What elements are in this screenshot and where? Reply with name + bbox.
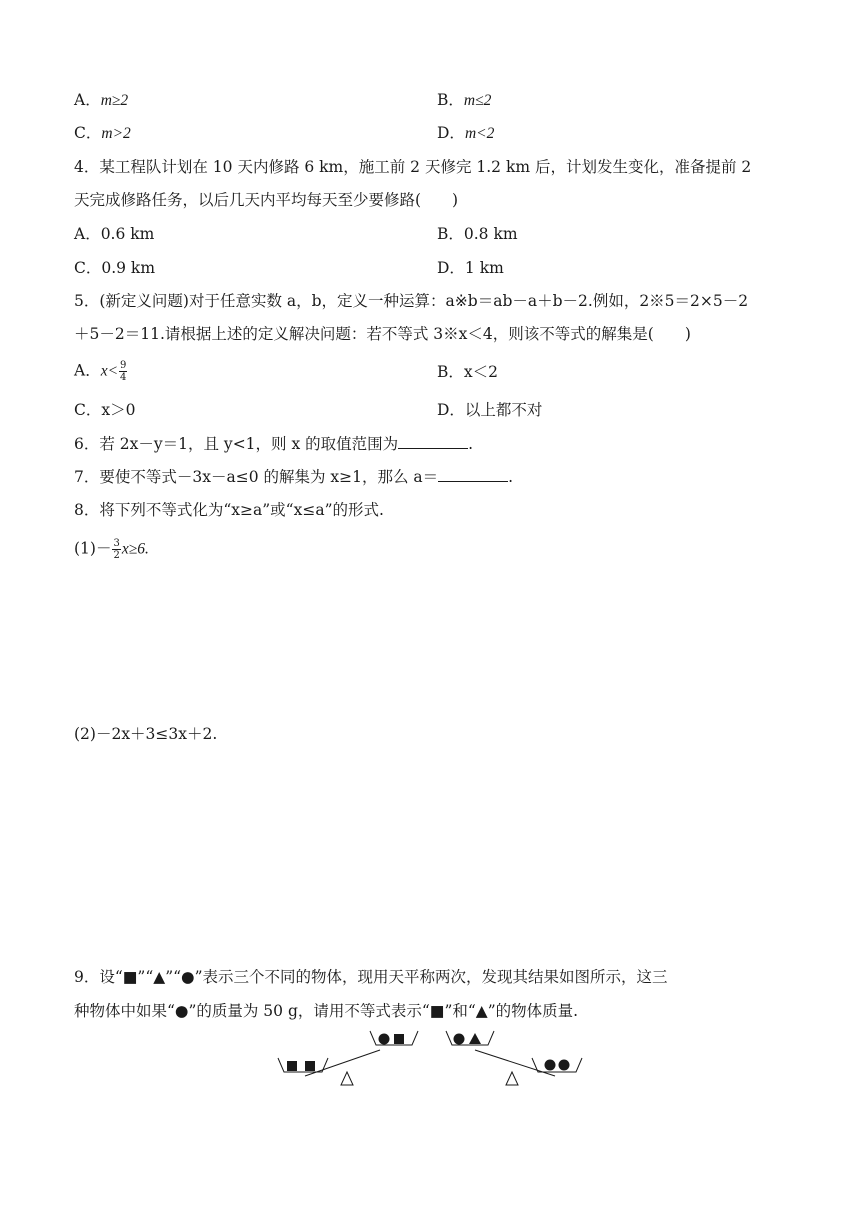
q3-option-d: D．m<2	[437, 124, 495, 142]
fraction-three-halves: $\frac{3}{2}$	[113, 538, 120, 561]
q5-option-a: A．x< $\frac{9}{4}$	[74, 360, 127, 383]
q8-part1: (1)－ $\frac{3}{2}$ x≥6.	[74, 538, 149, 561]
q3-option-c: C．m>2	[74, 124, 131, 142]
q4-option-c: C．0.9 km	[74, 259, 156, 277]
q5-option-d: D．以上都不对	[437, 401, 543, 419]
q3-option-b: B．m≤2	[437, 91, 492, 109]
q8-part2: (2)－2x＋3≤3x＋2.	[74, 725, 218, 743]
fulcrum-icon	[341, 1072, 353, 1085]
q4-option-b: B．0.8 km	[437, 225, 518, 243]
square-icon	[305, 1061, 315, 1071]
q5-option-b: B．x＜2	[437, 363, 498, 381]
q4-stem-line1: 4．某工程队计划在 10 天内修路 6 km，施工前 2 天修完 1.2 km 后，计划发生变化，准备提前 2	[74, 158, 752, 176]
q5-stem-line2: ＋5－2＝11.请根据上述的定义解决问题：若不等式 3※x＜4，则该不等式的解集是( )	[74, 325, 691, 343]
balance-scale-2	[440, 1028, 590, 1090]
left-pan	[278, 1058, 328, 1072]
square-icon	[394, 1034, 404, 1044]
circle-icon	[379, 1034, 390, 1045]
q3-option-a: A．m≥2	[74, 91, 129, 109]
q9-stem-line1: 9．设“■”“▲”“●”表示三个不同的物体，现用天平称两次，发现其结果如图所示，这三	[74, 968, 668, 986]
q8-stem: 8．将下列不等式化为“x≥a”或“x≤a”的形式.	[74, 501, 384, 519]
answer-blank[interactable]	[398, 434, 468, 449]
circle-icon	[559, 1060, 570, 1071]
circle-icon	[454, 1034, 465, 1045]
answer-blank[interactable]	[438, 467, 508, 482]
triangle-icon	[469, 1033, 481, 1044]
square-icon	[287, 1061, 297, 1071]
q4-stem-line2: 天完成修路任务，以后几天内平均每天至少要修路( )	[74, 191, 459, 209]
balance-scale-1	[270, 1028, 430, 1090]
fraction-nine-fourths: $\frac{9}{4}$	[120, 360, 127, 383]
q9-stem-line2: 种物体中如果“●”的质量为 50 g，请用不等式表示“■”和“▲”的物体质量.	[74, 1002, 579, 1020]
q4-option-a: A．0.6 km	[74, 225, 155, 243]
q4-option-d: D．1 km	[437, 259, 504, 277]
circle-icon	[545, 1060, 556, 1071]
q5-option-c: C．x＞0	[74, 401, 136, 419]
q5-stem-line1: 5．(新定义问题)对于任意实数 a，b，定义一种运算：a※b＝ab－a＋b－2.例如，2※5＝2×5－2	[74, 292, 749, 310]
fulcrum-icon	[506, 1072, 518, 1085]
right-pan	[532, 1058, 582, 1072]
q6-question: 6．若 2x－y＝1，且 y<1，则 x 的取值范围为 .	[74, 435, 474, 453]
q7-question: 7．要使不等式－3x－a≤0 的解集为 x≥1，那么 a＝ .	[74, 468, 514, 486]
